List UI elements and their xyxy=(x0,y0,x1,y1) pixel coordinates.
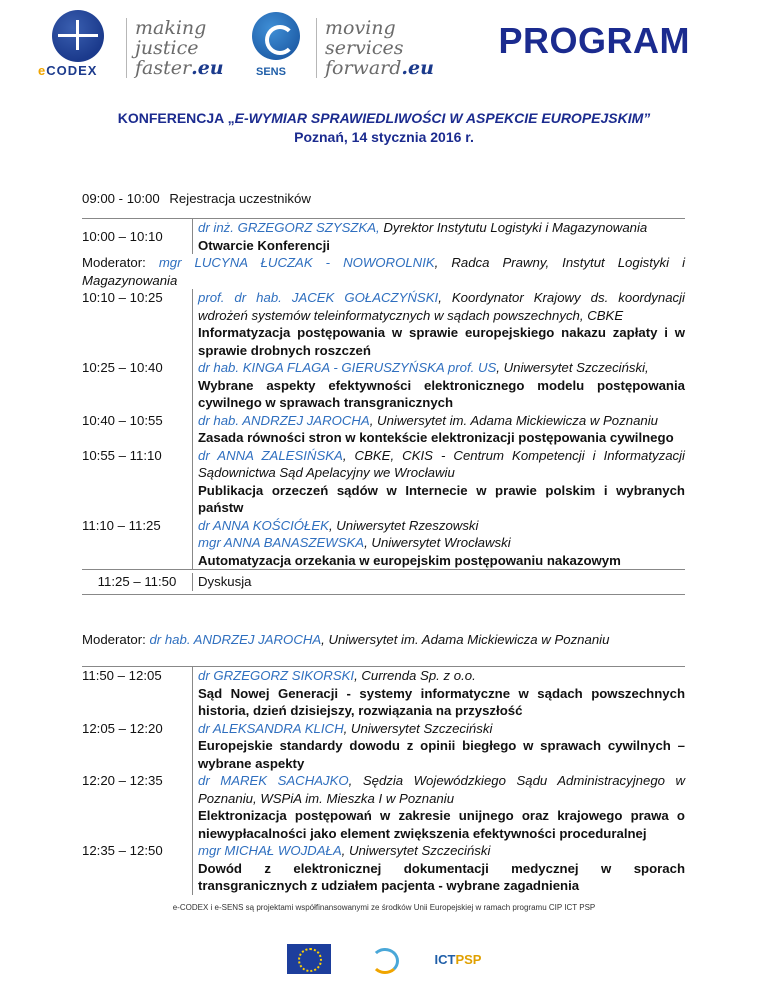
ecodex-emblem-icon: eCODEX xyxy=(38,8,118,78)
eu-flag-icon xyxy=(287,944,331,974)
page-header xyxy=(0,0,768,90)
ict-psp-logo: ICTPSP xyxy=(434,951,482,967)
conference-heading xyxy=(0,110,768,145)
table-row: 10:10 – 10:25 prof. dr hab. JACEK GOŁACZYŃSKI, Koordynator Krajowy ds. koordynacji wdrożeń systemów teleinformatycznych w sądach powszechnych, CBKE Informatyzacja postępowania w sprawie europejskiego nakazu zapłaty i w sprawie drobnych roszczeń xyxy=(82,290,685,358)
table-row: 12:35 – 12:50 mgr MICHAŁ WOJDAŁA, Uniwersytet Szczeciński Dowód z elektronicznej dokumentacji medycznej w sporach transgranicznych z udziałem pacjenta - wybrane zagadnienia xyxy=(82,843,685,893)
cip-logo-icon xyxy=(365,944,401,974)
ecodex-tagline: making justice faster.eu xyxy=(126,18,224,78)
opening-affiliation: Dyrektor Instytutu Logistyki i Magazynowania xyxy=(379,220,648,235)
sens-tagline: moving services forward.eu xyxy=(316,18,434,78)
table-row: 10:25 – 10:40 dr hab. KINGA FLAGA - GIERUSZYŃSKA prof. US, Uniwersytet Szczeciński, Wybrane aspekty efektywności elektronicznego modelu postępowania cywilnego w sprawach transgranicznych xyxy=(82,360,685,410)
program-title: PROGRAM xyxy=(498,20,690,61)
discussion-time: 11:25 – 11:50 xyxy=(97,574,177,589)
table-row: 10:55 – 11:10 dr ANNA ZALESIŃSKA, CBKE, CKIS - Centrum Kompetencji i Informatyzacji Sądownictwa Sąd Apelacyjny we Wrocławiu Publikacja orzeczeń sądów w Internecie w prawie polskim i wybranych państw xyxy=(82,447,685,515)
funding-logos xyxy=(0,944,768,974)
table-row: 10:40 – 10:55 dr hab. ANDRZEJ JAROCHA, Uniwersytet im. Adama Mickiewicza w Poznaniu Zasada równości stron w kontekście elektronizacji postępowania cywilnego xyxy=(82,412,685,447)
discussion-label: Dyskusja xyxy=(192,573,685,591)
opening-time: 10:00 – 10:10 xyxy=(82,228,163,244)
session1-moderator: Moderator: mgr LUCYNA ŁUCZAK - NOWOROLNIK, Radca Prawny, Instytut Logistyki i Magazynowania xyxy=(82,255,685,288)
discussion-row xyxy=(82,569,685,595)
table-row: 12:05 – 12:20 dr ALEKSANDRA KLICH, Uniwersytet Szczeciński Europejskie standardy dowodu z opinii biegłego w sprawach cywilnych – wybrane aspekty xyxy=(82,720,685,771)
conference-title: KONFERENCJA „E-WYMIAR SPRAWIEDLIWOŚCI W ASPEKCIE EUROPEJSKIM” xyxy=(117,110,651,126)
ecodex-logo xyxy=(38,8,224,78)
session2-moderator: Moderator: dr hab. ANDRZEJ JAROCHA, Uniwersytet im. Adama Mickiewicza w Poznaniu xyxy=(82,632,610,647)
table-row: 11:50 – 12:05 dr GRZEGORZ SIKORSKI, Currenda Sp. z o.o. Sąd Nowej Generacji - systemy informatyczne w sądach powszechnych historia, dzień dzisiejszy, rozwiązania na przyszłość xyxy=(82,668,685,718)
opening-title: Otwarcie Konferencji xyxy=(198,237,330,253)
registration-label: Rejestracja uczestników xyxy=(169,191,311,206)
table-row xyxy=(82,219,685,254)
conference-date: Poznań, 14 stycznia 2016 r. xyxy=(294,129,474,145)
opening-speaker: dr inż. GRZEGORZ SZYSZKA, xyxy=(198,220,380,235)
sens-logo xyxy=(248,8,434,78)
sens-emblem-icon: SENS xyxy=(248,8,308,78)
registration-time: 09:00 - 10:00 xyxy=(82,191,160,206)
registration-line xyxy=(82,190,685,208)
session2-table xyxy=(82,666,685,895)
opening-cell xyxy=(192,219,685,254)
footer-note: e-CODEX i e-SENS są projektami współfinansowanymi ze środków Unii Europejskiej w ramach programu CIP ICT PSP xyxy=(172,903,596,912)
session1-table xyxy=(82,218,685,595)
table-row: 12:20 – 12:35 dr MAREK SACHAJKO, Sędzia Wojewódzkiego Sądu Administracyjnego w Poznaniu, WSPiA im. Mieszka I w Poznaniu Elektronizacja postępowań w zakresie unijnego oraz krajowego prawa o niewypłacalności jako element zwiększenia efektywności proceduralnej xyxy=(82,773,685,841)
table-row: 11:10 – 11:25 dr ANNA KOŚCIÓŁEK, Uniwersytet Rzeszowski mgr ANNA BANASZEWSKA, Uniwersytet Wrocławski Automatyzacja orzekania w europejskim postępowaniu nakazowym xyxy=(82,517,685,570)
